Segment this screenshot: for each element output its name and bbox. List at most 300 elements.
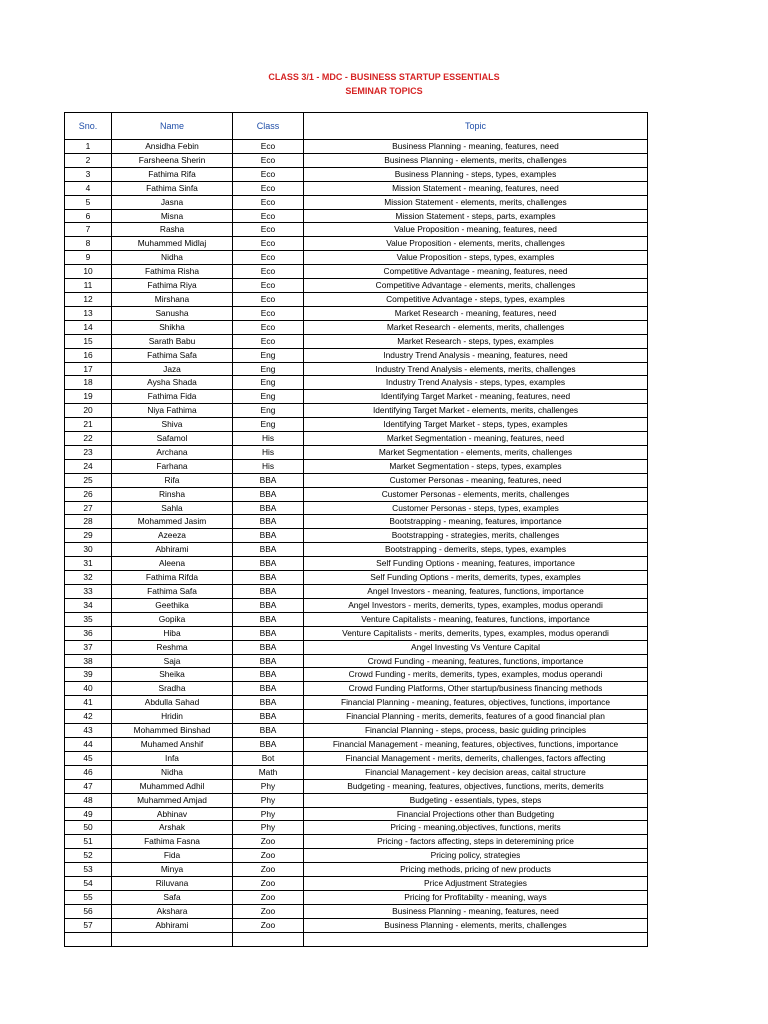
cell-sno: 18 (65, 376, 112, 390)
table-body (65, 140, 648, 947)
cell-class: BBA (233, 682, 304, 696)
cell-name: Rifa (112, 473, 233, 487)
cell-class: Eco (233, 209, 304, 223)
title-line-1: CLASS 3/1 - MDC - BUSINESS STARTUP ESSENTIALS (268, 72, 500, 82)
cell-name: Farhana (112, 459, 233, 473)
cell-sno: 4 (65, 181, 112, 195)
cell-class: BBA (233, 473, 304, 487)
cell-class: Eco (233, 153, 304, 167)
cell-topic: Budgeting - essentials, types, steps (304, 793, 648, 807)
cell-name: Hridin (112, 710, 233, 724)
cell-sno: 14 (65, 320, 112, 334)
cell-topic: Self Funding Options - merits, demerits, types, examples (304, 571, 648, 585)
cell-class: Eco (233, 265, 304, 279)
cell-sno: 42 (65, 710, 112, 724)
cell-sno: 49 (65, 807, 112, 821)
cell-topic: Competitive Advantage - steps, types, examples (304, 292, 648, 306)
table-row (65, 626, 648, 640)
cell-sno: 9 (65, 251, 112, 265)
table-row (65, 181, 648, 195)
header-row (65, 113, 648, 140)
cell-topic: Pricing - meaning,objectives, functions, merits (304, 821, 648, 835)
cell-name: Sradha (112, 682, 233, 696)
cell-topic (304, 932, 648, 946)
cell-topic: Venture Capitalists - merits, demerits, types, examples, modus operandi (304, 626, 648, 640)
cell-name: Mohammed Jasim (112, 515, 233, 529)
cell-name: Saja (112, 654, 233, 668)
cell-class: BBA (233, 640, 304, 654)
table-row (65, 140, 648, 154)
cell-class: BBA (233, 737, 304, 751)
cell-sno: 32 (65, 571, 112, 585)
cell-topic: Financial Management - key decision areas, caital structure (304, 765, 648, 779)
cell-topic: Competitive Advantage - meaning, features, need (304, 265, 648, 279)
cell-sno: 5 (65, 195, 112, 209)
cell-name: Muhammed Amjad (112, 793, 233, 807)
cell-name: Arshak (112, 821, 233, 835)
cell-name: Hiba (112, 626, 233, 640)
table-row (65, 418, 648, 432)
cell-class: BBA (233, 654, 304, 668)
cell-name: Jaza (112, 362, 233, 376)
cell-name: Rinsha (112, 487, 233, 501)
cell-topic: Industry Trend Analysis - steps, types, examples (304, 376, 648, 390)
cell-class: His (233, 445, 304, 459)
cell-name: Fathima Fida (112, 390, 233, 404)
cell-sno: 21 (65, 418, 112, 432)
cell-topic: Market Segmentation - elements, merits, challenges (304, 445, 648, 459)
table-row (65, 404, 648, 418)
table-row (65, 849, 648, 863)
cell-sno: 20 (65, 404, 112, 418)
cell-name: Muhamed Anshif (112, 737, 233, 751)
cell-class: Bot (233, 751, 304, 765)
cell-class: Zoo (233, 890, 304, 904)
cell-topic: Business Planning - steps, types, examples (304, 167, 648, 181)
cell-sno: 43 (65, 724, 112, 738)
cell-name: Fathima Safa (112, 348, 233, 362)
table-row (65, 765, 648, 779)
cell-topic: Financial Planning - steps, process, basic guiding principles (304, 724, 648, 738)
cell-topic: Market Segmentation - meaning, features, need (304, 432, 648, 446)
table-row (65, 237, 648, 251)
table-row (65, 195, 648, 209)
cell-topic: Financial Management - merits, demerits, challenges, factors affecting (304, 751, 648, 765)
cell-class: Phy (233, 807, 304, 821)
cell-sno: 47 (65, 779, 112, 793)
cell-class: His (233, 459, 304, 473)
cell-name: Fathima Rifda (112, 571, 233, 585)
cell-class: Eco (233, 223, 304, 237)
cell-class: Eco (233, 306, 304, 320)
cell-class: Eco (233, 237, 304, 251)
cell-name: Riluvana (112, 877, 233, 891)
cell-sno: 51 (65, 835, 112, 849)
cell-name: Archana (112, 445, 233, 459)
cell-topic: Mission Statement - steps, parts, examples (304, 209, 648, 223)
cell-topic: Angel Investing Vs Venture Capital (304, 640, 648, 654)
table-row (65, 153, 648, 167)
cell-name: Shiva (112, 418, 233, 432)
cell-sno: 37 (65, 640, 112, 654)
cell-class: BBA (233, 724, 304, 738)
cell-name: Sanusha (112, 306, 233, 320)
table-row (65, 710, 648, 724)
cell-name: Fathima Fasna (112, 835, 233, 849)
cell-sno: 35 (65, 612, 112, 626)
cell-class: Zoo (233, 877, 304, 891)
cell-sno: 33 (65, 585, 112, 599)
cell-topic: Business Planning - elements, merits, challenges (304, 918, 648, 932)
cell-name: Aleena (112, 557, 233, 571)
cell-class: Eco (233, 251, 304, 265)
table-row (65, 362, 648, 376)
cell-sno: 24 (65, 459, 112, 473)
table-row (65, 807, 648, 821)
cell-class: BBA (233, 487, 304, 501)
cell-topic: Financial Projections other than Budgeting (304, 807, 648, 821)
cell-topic: Bootstrapping - meaning, features, importance (304, 515, 648, 529)
cell-topic: Crowd Funding Platforms, Other startup/business financing methods (304, 682, 648, 696)
cell-name: Abhirami (112, 918, 233, 932)
cell-class: BBA (233, 585, 304, 599)
cell-name: Rasha (112, 223, 233, 237)
cell-name: Safa (112, 890, 233, 904)
cell-name: Fathima Risha (112, 265, 233, 279)
cell-class: Math (233, 765, 304, 779)
cell-sno: 57 (65, 918, 112, 932)
cell-topic: Business Planning - meaning, features, need (304, 904, 648, 918)
cell-class: His (233, 432, 304, 446)
cell-name: Safamol (112, 432, 233, 446)
cell-sno: 13 (65, 306, 112, 320)
cell-sno: 38 (65, 654, 112, 668)
cell-class: BBA (233, 543, 304, 557)
cell-topic: Identifying Target Market - elements, merits, challenges (304, 404, 648, 418)
cell-topic: Identifying Target Market - meaning, features, need (304, 390, 648, 404)
table-row (65, 696, 648, 710)
table-row (65, 445, 648, 459)
table-row (65, 167, 648, 181)
cell-topic: Competitive Advantage - elements, merits, challenges (304, 279, 648, 293)
table-row (65, 390, 648, 404)
table-row (65, 348, 648, 362)
cell-topic: Budgeting - meaning, features, objectives, functions, merits, demerits (304, 779, 648, 793)
cell-topic: Industry Trend Analysis - meaning, features, need (304, 348, 648, 362)
cell-sno: 55 (65, 890, 112, 904)
cell-sno: 56 (65, 904, 112, 918)
cell-sno: 8 (65, 237, 112, 251)
cell-class: Eco (233, 140, 304, 154)
cell-sno: 28 (65, 515, 112, 529)
cell-class: BBA (233, 626, 304, 640)
cell-topic: Bootstrapping - strategies, merits, challenges (304, 529, 648, 543)
cell-class: Phy (233, 821, 304, 835)
cell-topic: Mission Statement - elements, merits, challenges (304, 195, 648, 209)
cell-class: BBA (233, 501, 304, 515)
cell-topic: Business Planning - meaning, features, need (304, 140, 648, 154)
table-row (65, 376, 648, 390)
table-row (65, 904, 648, 918)
cell-name: Minya (112, 863, 233, 877)
cell-class: BBA (233, 598, 304, 612)
cell-sno: 25 (65, 473, 112, 487)
cell-topic: Market Research - meaning, features, need (304, 306, 648, 320)
cell-class: Eng (233, 376, 304, 390)
cell-topic: Crowd Funding - merits, demerits, types, examples, modus operandi (304, 668, 648, 682)
cell-topic: Value Proposition - steps, types, examples (304, 251, 648, 265)
cell-sno: 50 (65, 821, 112, 835)
cell-sno: 53 (65, 863, 112, 877)
table-row (65, 598, 648, 612)
cell-name: Gopika (112, 612, 233, 626)
cell-sno: 3 (65, 167, 112, 181)
cell-topic: Pricing methods, pricing of new products (304, 863, 648, 877)
table-row (65, 932, 648, 946)
table-row (65, 432, 648, 446)
cell-class: Eco (233, 181, 304, 195)
header-class: Class (233, 113, 304, 140)
table-row (65, 473, 648, 487)
table-row (65, 835, 648, 849)
cell-class: BBA (233, 529, 304, 543)
cell-sno (65, 932, 112, 946)
cell-class: BBA (233, 696, 304, 710)
header-name: Name (112, 113, 233, 140)
cell-sno: 46 (65, 765, 112, 779)
cell-topic: Identifying Target Market - steps, types, examples (304, 418, 648, 432)
title-line-2: SEMINAR TOPICS (345, 86, 423, 96)
cell-sno: 7 (65, 223, 112, 237)
header-sno: Sno. (65, 113, 112, 140)
table-row (65, 751, 648, 765)
table-row (65, 265, 648, 279)
seminar-topics-table (64, 112, 648, 947)
cell-sno: 41 (65, 696, 112, 710)
cell-sno: 17 (65, 362, 112, 376)
cell-sno: 6 (65, 209, 112, 223)
table-row (65, 571, 648, 585)
table-row (65, 724, 648, 738)
cell-sno: 39 (65, 668, 112, 682)
table-row (65, 612, 648, 626)
table-row (65, 543, 648, 557)
cell-name: Akshara (112, 904, 233, 918)
table-row (65, 682, 648, 696)
cell-class: BBA (233, 710, 304, 724)
table-row (65, 821, 648, 835)
table-row (65, 640, 648, 654)
cell-name: Abdulla Sahad (112, 696, 233, 710)
cell-name: Nidha (112, 765, 233, 779)
cell-sno: 40 (65, 682, 112, 696)
table-row (65, 209, 648, 223)
cell-name: Niya Fathima (112, 404, 233, 418)
cell-sno: 34 (65, 598, 112, 612)
cell-class: Zoo (233, 863, 304, 877)
cell-class: BBA (233, 557, 304, 571)
cell-sno: 1 (65, 140, 112, 154)
cell-sno: 30 (65, 543, 112, 557)
cell-name: Infa (112, 751, 233, 765)
cell-class: Eco (233, 195, 304, 209)
cell-class: Eco (233, 334, 304, 348)
cell-name: Fathima Sinfa (112, 181, 233, 195)
cell-sno: 23 (65, 445, 112, 459)
table-row (65, 863, 648, 877)
table-row (65, 668, 648, 682)
table-row (65, 501, 648, 515)
cell-class: BBA (233, 612, 304, 626)
cell-name: Reshma (112, 640, 233, 654)
cell-topic: Angel Investors - meaning, features, functions, importance (304, 585, 648, 599)
cell-name: Mohammed Binshad (112, 724, 233, 738)
cell-sno: 12 (65, 292, 112, 306)
cell-name: Sarath Babu (112, 334, 233, 348)
cell-topic: Business Planning - elements, merits, challenges (304, 153, 648, 167)
cell-sno: 45 (65, 751, 112, 765)
cell-topic: Venture Capitalists - meaning, features, functions, importance (304, 612, 648, 626)
cell-topic: Financial Management - meaning, features, objectives, functions, importance (304, 737, 648, 751)
cell-name: Abhirami (112, 543, 233, 557)
cell-name: Azeeza (112, 529, 233, 543)
cell-name: Sahla (112, 501, 233, 515)
cell-class: Eng (233, 404, 304, 418)
cell-sno: 16 (65, 348, 112, 362)
cell-name: Jasna (112, 195, 233, 209)
cell-class: Eng (233, 362, 304, 376)
cell-sno: 54 (65, 877, 112, 891)
table-row (65, 918, 648, 932)
table-row (65, 292, 648, 306)
cell-topic: Value Proposition - elements, merits, challenges (304, 237, 648, 251)
cell-class (233, 932, 304, 946)
table-row (65, 737, 648, 751)
table-row (65, 223, 648, 237)
cell-class: Zoo (233, 904, 304, 918)
cell-name: Muhammed Midlaj (112, 237, 233, 251)
table-row (65, 793, 648, 807)
cell-topic: Industry Trend Analysis - elements, merits, challenges (304, 362, 648, 376)
cell-class: Zoo (233, 849, 304, 863)
cell-name: Farsheena Sherin (112, 153, 233, 167)
cell-topic: Market Research - elements, merits, challenges (304, 320, 648, 334)
cell-class: Eng (233, 348, 304, 362)
table-row (65, 654, 648, 668)
table-row (65, 557, 648, 571)
table-row (65, 529, 648, 543)
table-row (65, 487, 648, 501)
cell-sno: 48 (65, 793, 112, 807)
cell-name: Nidha (112, 251, 233, 265)
cell-class: BBA (233, 515, 304, 529)
cell-sno: 29 (65, 529, 112, 543)
cell-topic: Bootstrapping - demerits, steps, types, examples (304, 543, 648, 557)
cell-name: Ansidha Febin (112, 140, 233, 154)
cell-topic: Price Adjustment Strategies (304, 877, 648, 891)
cell-name: Geethika (112, 598, 233, 612)
cell-sno: 44 (65, 737, 112, 751)
cell-topic: Market Research - steps, types, examples (304, 334, 648, 348)
cell-topic: Financial Planning - merits, demerits, features of a good financial plan (304, 710, 648, 724)
header-topic: Topic (304, 113, 648, 140)
cell-topic: Pricing policy, strategies (304, 849, 648, 863)
cell-sno: 15 (65, 334, 112, 348)
cell-sno: 52 (65, 849, 112, 863)
cell-sno: 11 (65, 279, 112, 293)
cell-topic: Market Segmentation - steps, types, examples (304, 459, 648, 473)
cell-sno: 26 (65, 487, 112, 501)
cell-topic: Customer Personas - meaning, features, need (304, 473, 648, 487)
cell-topic: Financial Planning - meaning, features, objectives, functions, importance (304, 696, 648, 710)
cell-class: Phy (233, 779, 304, 793)
cell-class: Eng (233, 418, 304, 432)
cell-class: BBA (233, 668, 304, 682)
cell-name (112, 932, 233, 946)
cell-sno: 31 (65, 557, 112, 571)
table-row (65, 306, 648, 320)
cell-topic: Mission Statement - meaning, features, need (304, 181, 648, 195)
cell-class: Eco (233, 320, 304, 334)
cell-name: Abhinav (112, 807, 233, 821)
cell-class: Eco (233, 167, 304, 181)
cell-topic: Value Proposition - meaning, features, need (304, 223, 648, 237)
cell-name: Fathima Riya (112, 279, 233, 293)
cell-topic: Customer Personas - elements, merits, challenges (304, 487, 648, 501)
cell-topic: Pricing - factors affecting, steps in deteremining price (304, 835, 648, 849)
table-row (65, 334, 648, 348)
cell-class: Eco (233, 292, 304, 306)
table-row (65, 279, 648, 293)
cell-name: Fathima Safa (112, 585, 233, 599)
cell-sno: 2 (65, 153, 112, 167)
cell-name: Muhammed Adhil (112, 779, 233, 793)
table-row (65, 585, 648, 599)
table-row (65, 459, 648, 473)
cell-sno: 10 (65, 265, 112, 279)
table-row (65, 320, 648, 334)
table-row (65, 779, 648, 793)
cell-sno: 19 (65, 390, 112, 404)
cell-class: Zoo (233, 835, 304, 849)
cell-class: Phy (233, 793, 304, 807)
cell-class: Eng (233, 390, 304, 404)
cell-name: Mirshana (112, 292, 233, 306)
cell-name: Sheika (112, 668, 233, 682)
cell-topic: Self Funding Options - meaning, features, importance (304, 557, 648, 571)
cell-class: Eco (233, 279, 304, 293)
cell-name: Fida (112, 849, 233, 863)
cell-name: Fathima Rifa (112, 167, 233, 181)
table-row (65, 515, 648, 529)
table-row (65, 251, 648, 265)
cell-name: Misna (112, 209, 233, 223)
table-row (65, 890, 648, 904)
cell-topic: Customer Personas - steps, types, examples (304, 501, 648, 515)
table-row (65, 877, 648, 891)
cell-sno: 22 (65, 432, 112, 446)
cell-class: BBA (233, 571, 304, 585)
cell-topic: Pricing for Profitabilty - meaning, ways (304, 890, 648, 904)
cell-topic: Crowd Funding - meaning, features, functions, importance (304, 654, 648, 668)
document-title (0, 70, 768, 98)
cell-name: Shikha (112, 320, 233, 334)
cell-sno: 36 (65, 626, 112, 640)
cell-topic: Angel Investors - merits, demerits, types, examples, modus operandi (304, 598, 648, 612)
cell-name: Aysha Shada (112, 376, 233, 390)
cell-sno: 27 (65, 501, 112, 515)
cell-class: Zoo (233, 918, 304, 932)
